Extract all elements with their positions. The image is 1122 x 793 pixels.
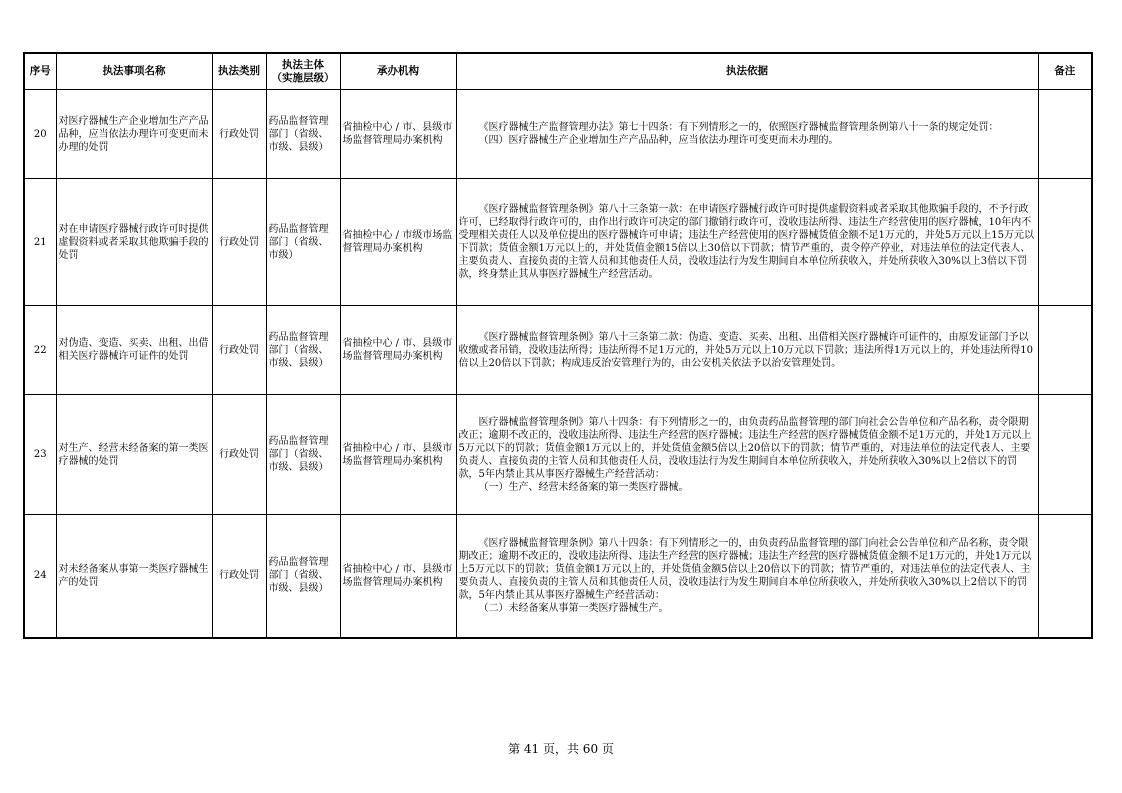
basis-paragraph: 医疗器械监督管理条例》第八十四条：有下列情形之一的，由负责药品监督管理的部门向社会公告单位和产品名称，责令限期改正；逾期不改正的，没收违法所得、违法生产经营的医疗器械；违法生产经营的医疗器械货值金额不足1万元的，并处1万元以上5万元以下的罚款；货值金额1万元以上的，并处货值金额5倍以上20倍以下的罚款；情节严重的，对违法单位的法定代表人、主要负责人、直接负责的主管人员和其他责任人员，没收违法行为发生期间自本单位所获收入，并处所获收入30%以上2倍以下的罚款，5年内禁止其从事医疗器械生产经营活动： — [458, 416, 1032, 480]
basis-paragraph: （一）生产、经营未经备案的第一类医疗器械。 — [478, 481, 689, 493]
header-item-name: 执法事项名称 — [56, 53, 212, 90]
row-no: 24 — [24, 515, 56, 638]
basis-paragraph: （二）未经备案从事第一类医疗器械生产。 — [478, 602, 669, 614]
row-subject: 药品监督管理部门（省级、市级、县级） — [266, 515, 340, 638]
row-basis — [456, 179, 1038, 306]
basis-paragraph: 《医疗器械监督管理条例》第八十四条：有下列情形之一的，由负责药品监督管理的部门向社会公告单位和产品名称，责令限期改正；逾期不改正的，没收违法所得、违法生产经营的医疗器械；违法生产经营的医疗器械货值金额不足1万元的，并处1万元以上5万元以下的罚款；货值金额1万元以上的，并处货值金额5倍以上20倍以下的罚款；情节严重的，对违法单位的法定代表人、主要负责人、直接负责的主管人员和其他责任人员，没收违法行为发生期间自本单位所获收入，并处所获收入30%以上2倍以下的罚款，5年内禁止其从事医疗器械生产经营活动： — [458, 537, 1032, 601]
table-row — [24, 90, 1092, 179]
row-subject: 药品监督管理部门（省级、市级） — [266, 179, 340, 306]
row-item-name: 对在申请医疗器械行政许可时提供虚假资料或者采取其他欺骗手段的处罚 — [56, 179, 212, 306]
header-subject-line2: （实施层级） — [271, 71, 335, 84]
row-item-name: 对未经备案从事第一类医疗器械生产的处罚 — [56, 515, 212, 638]
row-org: 省抽检中心 / 市、县级市场监督管理局办案机构 — [340, 90, 456, 179]
row-subject: 药品监督管理部门（省级、市级、县级） — [266, 306, 340, 395]
header-basis: 执法依据 — [456, 53, 1038, 90]
header-category: 执法类别 — [212, 53, 266, 90]
row-category: 行政处罚 — [212, 306, 266, 395]
header-org: 承办机构 — [340, 53, 456, 90]
row-subject: 药品监督管理部门（省级、市级、县级） — [266, 395, 340, 515]
row-category: 行政处罚 — [212, 179, 266, 306]
row-no: 21 — [24, 179, 56, 306]
table-row — [24, 306, 1092, 395]
table-header-row — [24, 53, 1092, 90]
row-basis — [456, 90, 1038, 179]
row-subject: 药品监督管理部门（省级、市级、县级） — [266, 90, 340, 179]
row-remark — [1038, 515, 1092, 638]
row-category: 行政处罚 — [212, 90, 266, 179]
header-subject-line1: 执法主体 — [282, 58, 324, 71]
header-subject — [266, 53, 340, 90]
basis-paragraph: 《医疗器械生产监督管理办法》第七十四条：有下列情形之一的，依照医疗器械监督管理条例第八十一条的规定处罚： — [478, 122, 999, 133]
row-org: 省抽检中心 / 市、县级市场监督管理局办案机构 — [340, 306, 456, 395]
row-no: 23 — [24, 395, 56, 515]
table-row — [24, 515, 1092, 638]
row-item-name: 对生产、经营未经备案的第一类医疗器械的处罚 — [56, 395, 212, 515]
row-remark — [1038, 306, 1092, 395]
row-org: 省抽检中心 / 市级市场监督管理局办案机构 — [340, 179, 456, 306]
row-basis — [456, 515, 1038, 638]
row-basis — [456, 395, 1038, 515]
row-category: 行政处罚 — [212, 395, 266, 515]
basis-paragraph: （四）医疗器械生产企业增加生产产品品种，应当依法办理许可变更而未办理的。 — [478, 135, 839, 146]
row-item-name: 对伪造、变造、买卖、出租、出借相关医疗器械许可证件的处罚 — [56, 306, 212, 395]
row-category: 行政处罚 — [212, 515, 266, 638]
row-org: 省抽检中心 / 市、县级市场监督管理局办案机构 — [340, 515, 456, 638]
basis-paragraph: 《医疗器械监督管理条例》第八十三条第一款：在申请医疗器械行政许可时提供虚假资料或者采取其他欺骗手段的，不予行政许可，已经取得行政许可的，由作出行政许可决定的部门撤销行政许可，没收违法所得、违法生产经营使用的医疗器械，10年内不受理相关责任人以及单位提出的医疗器械许可申请；违法生产经营使用的医疗器械货值金额不足1万元的，并处5万元以上15万元以下罚款；货值金额1万元以上的，并处货值金额15倍以上30倍以下罚款；情节严重的，责令停产停业，对违法单位的法定代表人、主要负责人、直接负责的主管人员和其他责任人员，没收违法行为发生期间自本单位所获收入，并处所获收入30%以上3倍以下罚款，终身禁止其从事医疗器械生产经营活动。 — [458, 204, 1034, 280]
enforcement-items-table — [23, 52, 1093, 639]
row-remark — [1038, 90, 1092, 179]
table-row — [24, 395, 1092, 515]
row-basis — [456, 306, 1038, 395]
row-item-name: 对医疗器械生产企业增加生产产品品种，应当依法办理许可变更而未办理的处罚 — [56, 90, 212, 179]
row-no: 20 — [24, 90, 56, 179]
row-org: 省抽检中心 / 市、县级市场监督管理局办案机构 — [340, 395, 456, 515]
row-remark — [1038, 179, 1092, 306]
row-no: 22 — [24, 306, 56, 395]
row-remark — [1038, 395, 1092, 515]
page-number: 第 41 页，共 60 页 — [508, 742, 614, 756]
header-no: 序号 — [24, 53, 56, 90]
basis-paragraph: 《医疗器械监督管理条例》第八十三条第二款：伪造、变造、买卖、出租、出借相关医疗器械许可证件的，由原发证部门予以收缴或者吊销，没收违法所得；违法所得不足1万元的，并处5万元以上10万元以下罚款；违法所得1万元以上的，并处违法所得10倍以上20倍以下罚款；构成违反治安管理行为的，由公安机关依法予以治安管理处罚。 — [458, 331, 1034, 369]
table-row — [24, 179, 1092, 306]
header-remark: 备注 — [1038, 53, 1092, 90]
